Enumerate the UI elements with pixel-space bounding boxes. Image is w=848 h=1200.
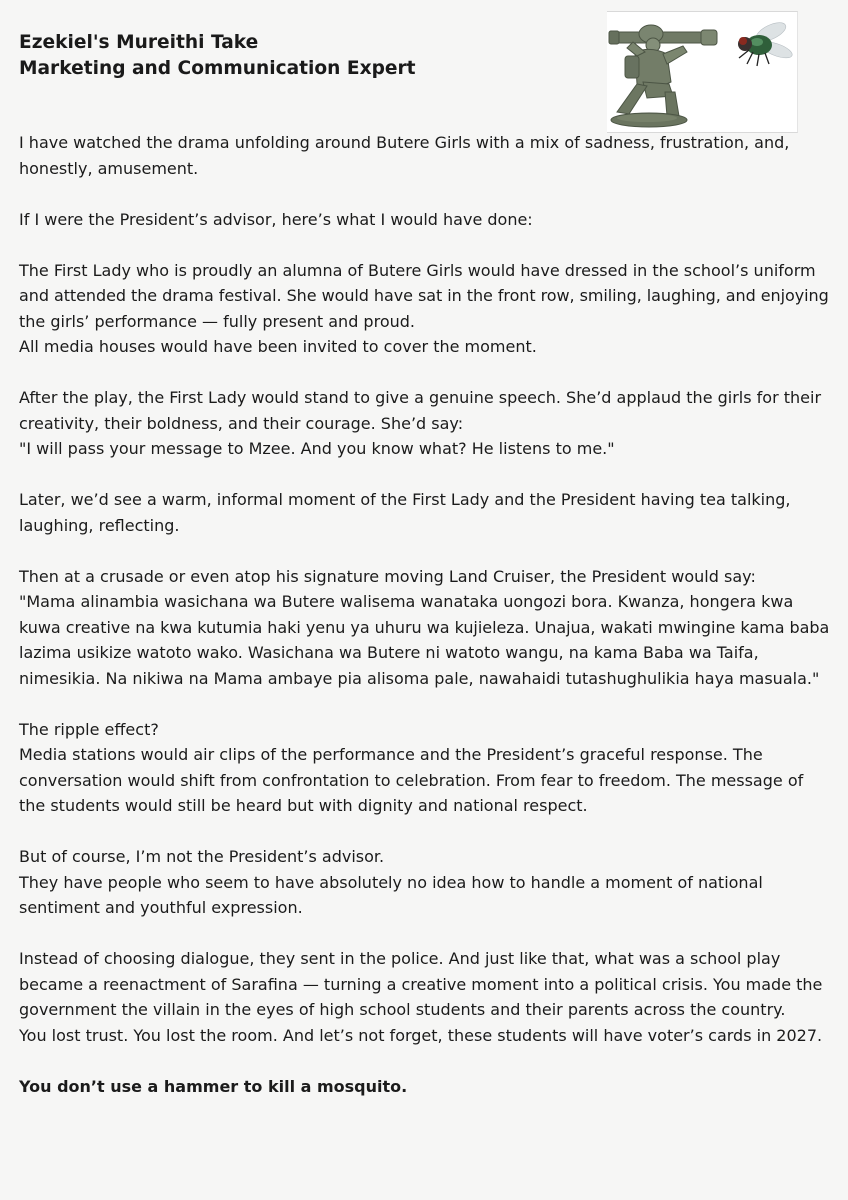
text-line: the students would still be heard but with dignity and national respect.	[19, 796, 588, 815]
author-role: Marketing and Communication Expert	[19, 58, 416, 79]
text-line: sentiment and youthful expression.	[19, 898, 303, 917]
text-line: Later, we’d see a warm, informal moment of the First Lady and the President having tea talking,	[19, 490, 791, 509]
text-line: government the villain in the eyes of high school students and their parents across the country.	[19, 1000, 786, 1019]
text-line: If I were the President’s advisor, here’s what I would have done:	[19, 209, 533, 229]
text-line: The ripple effect?	[19, 719, 159, 739]
text-line: All media houses would have been invited to cover the moment.	[19, 337, 537, 356]
paragraph	[19, 717, 829, 819]
paragraph	[19, 564, 829, 692]
header-illustration	[607, 11, 798, 133]
text-line: honestly, amusement.	[19, 158, 199, 178]
text-line: You lost trust. You lost the room. And let’s not forget, these students will have voter’s cards in 2027.	[19, 1025, 823, 1045]
text-line: The First Lady who is proudly an alumna of Butere Girls would have dressed in the school’s uniform	[19, 260, 816, 280]
paragraph	[19, 385, 829, 462]
text-line: lazima usikize watoto wako. Wasichana wa Butere ni watoto wangu, na kama Baba wa Taifa,	[19, 643, 759, 662]
text-line: conversation would shift from confrontation to celebration. From fear to freedom. The message of	[19, 770, 804, 790]
text-line: Media stations would air clips of the performance and the President’s graceful response. The	[19, 745, 763, 764]
paragraph	[19, 130, 829, 181]
text-line: kuwa creative na kwa kutumia haki yenu ya uhuru wa kujieleza. Unajua, wakati mwingine kama baba	[19, 617, 830, 637]
text-line: I have watched the drama unfolding around Butere Girls with a mix of sadness, frustration, and,	[19, 133, 790, 152]
text-line: and attended the drama festival. She would have sat in the front row, smiling, laughing, and enjoying	[19, 286, 829, 305]
illustration-svg	[607, 12, 797, 132]
text-line: nimesikia. Na nikiwa na Mama ambaye pia alisoma pale, nawahaidi tutashughulikia haya masuala."	[19, 668, 820, 688]
paragraph	[19, 487, 829, 538]
paragraph	[19, 207, 829, 233]
text-line: Instead of choosing dialogue, they sent in the police. And just like that, what was a school play	[19, 949, 781, 968]
housefly-icon	[738, 19, 794, 66]
author-title: Ezekiel's Mureithi Take	[19, 32, 259, 53]
text-line: But of course, I’m not the President’s advisor.	[19, 847, 385, 866]
text-line: They have people who seem to have absolutely no idea how to handle a moment of national	[19, 872, 763, 892]
text-line: "Mama alinambia wasichana wa Butere walisema wanataka uongozi bora. Kwanza, hongera kwa	[19, 592, 794, 611]
article-body	[19, 130, 829, 1125]
text-line: "I will pass your message to Mzee. And you know what? He listens to me."	[19, 439, 615, 458]
closing-statement: You don’t use a hammer to kill a mosquito.	[19, 1076, 408, 1096]
paragraph	[19, 844, 829, 921]
text-line: laughing, reflecting.	[19, 515, 180, 535]
paragraph	[19, 946, 829, 1048]
text-line: the girls’ performance — fully present and proud.	[19, 311, 415, 331]
text-line: became a reenactment of Sarafina — turning a creative moment into a political crisis. You made the	[19, 974, 823, 994]
article-header	[19, 30, 579, 82]
text-line: After the play, the First Lady would stand to give a genuine speech. She’d applaud the girls for their	[19, 388, 822, 407]
text-line: Then at a crusade or even atop his signature moving Land Cruiser, the President would say:	[19, 566, 756, 586]
paragraph	[19, 258, 829, 360]
text-line: creativity, their boldness, and their courage. She’d say:	[19, 413, 464, 433]
toy-soldier-bazooka-icon	[609, 25, 717, 127]
